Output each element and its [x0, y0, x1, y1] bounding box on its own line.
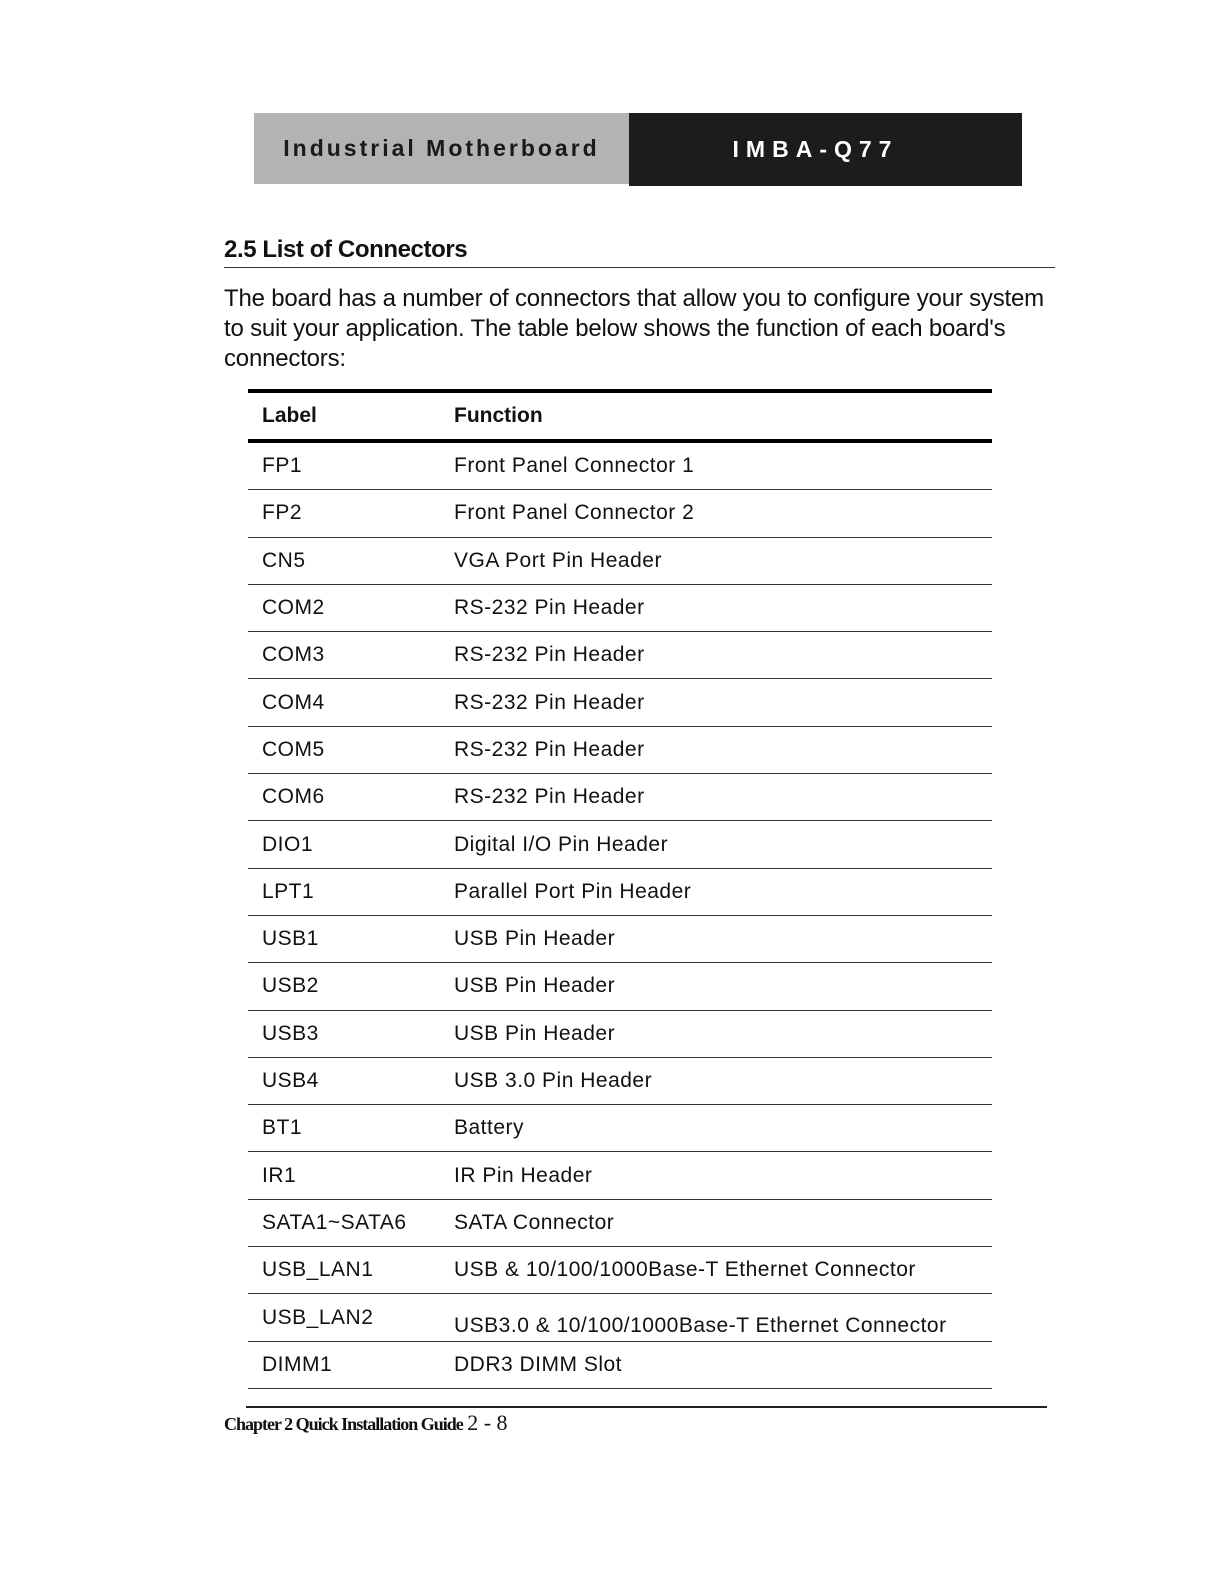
connector-function: RS-232 Pin Header [454, 785, 645, 809]
connector-label: COM4 [262, 690, 325, 714]
table-row [248, 1152, 992, 1199]
connector-function: IR Pin Header [454, 1163, 593, 1187]
connector-function: Front Panel Connector 2 [454, 501, 695, 525]
connector-function: RS-232 Pin Header [454, 737, 645, 761]
table-row [248, 443, 992, 490]
table-row [248, 916, 992, 963]
connector-label: FP1 [262, 454, 303, 478]
connector-function: Battery [454, 1116, 525, 1140]
connector-function: Digital I/O Pin Header [454, 832, 669, 856]
connector-label: COM2 [262, 596, 325, 620]
table-row [248, 1200, 992, 1247]
connector-label: COM3 [262, 643, 325, 667]
connector-label: USB4 [262, 1069, 319, 1092]
table-row [248, 821, 992, 868]
table-row [248, 1058, 992, 1105]
connector-label: CN5 [262, 548, 306, 572]
connector-label: USB_LAN2 [262, 1305, 374, 1329]
product-model-label: IMBA-Q77 [629, 113, 1022, 186]
table-row [248, 1011, 992, 1058]
page-header [254, 113, 1022, 185]
footer-page-number: 2 - 8 [467, 1410, 508, 1435]
connector-function: Front Panel Connector 1 [454, 454, 695, 478]
footer-chapter: Chapter 2 Quick Installation Guide [224, 1414, 463, 1434]
connector-function: USB & 10/100/1000Base-T Ethernet Connector [454, 1258, 916, 1282]
intro-paragraph: The board has a number of connectors that allow you to configure your system to suit your application. The table below shows the function of each board's connectors: [224, 285, 1044, 372]
section-title: 2.5 List of Connectors [224, 236, 1055, 268]
table-row [248, 774, 992, 821]
connector-function: RS-232 Pin Header [454, 596, 645, 620]
connector-label: COM6 [262, 785, 325, 809]
connector-function: SATA Connector [454, 1210, 615, 1234]
table-row [248, 538, 992, 585]
connector-label: USB3 [262, 1021, 319, 1045]
connector-function-text: USB3.0 & 10/100/1000Base-T Ethernet Connector [454, 1314, 947, 1337]
connector-function: USB Pin Header [454, 927, 616, 951]
connector-label: IR1 [262, 1163, 297, 1187]
connector-label: COM5 [262, 737, 325, 761]
table-row [248, 869, 992, 916]
connector-label: DIO1 [262, 832, 314, 856]
table-row [248, 490, 992, 537]
footer-rule [246, 1406, 1047, 1408]
table-row [248, 1342, 992, 1389]
connector-function: USB Pin Header [454, 974, 616, 998]
connector-label: USB2 [262, 974, 319, 998]
table-row [248, 963, 992, 1010]
table-row [248, 1247, 992, 1294]
connector-function [454, 1294, 992, 1341]
connector-label: LPT1 [262, 879, 315, 903]
table-row [248, 585, 992, 632]
connector-function: VGA Port Pin Header [454, 548, 662, 572]
product-category-label: Industrial Motherboard [254, 113, 629, 184]
column-header-function: Function [454, 404, 543, 427]
table-header-row [248, 393, 992, 443]
connector-function: DDR3 DIMM Slot [454, 1352, 623, 1376]
table-row [248, 632, 992, 679]
connector-function: Parallel Port Pin Header [454, 879, 692, 903]
connector-label: SATA1~SATA6 [262, 1210, 407, 1234]
table-row [248, 727, 992, 774]
page-footer [224, 1410, 508, 1436]
table-row [248, 679, 992, 726]
column-header-label: Label [262, 404, 317, 427]
connector-label: USB_LAN1 [262, 1258, 374, 1282]
connector-label: USB1 [262, 927, 319, 951]
connector-label: BT1 [262, 1116, 303, 1140]
connector-label: FP2 [262, 501, 303, 525]
table-row [248, 1294, 992, 1341]
connector-function: RS-232 Pin Header [454, 643, 645, 667]
connector-function: RS-232 Pin Header [454, 690, 645, 714]
connector-function: USB 3.0 Pin Header [454, 1069, 653, 1092]
table-row [248, 1105, 992, 1152]
connector-label: DIMM1 [262, 1352, 333, 1376]
connector-function: USB Pin Header [454, 1021, 616, 1045]
connectors-table [248, 389, 992, 1389]
